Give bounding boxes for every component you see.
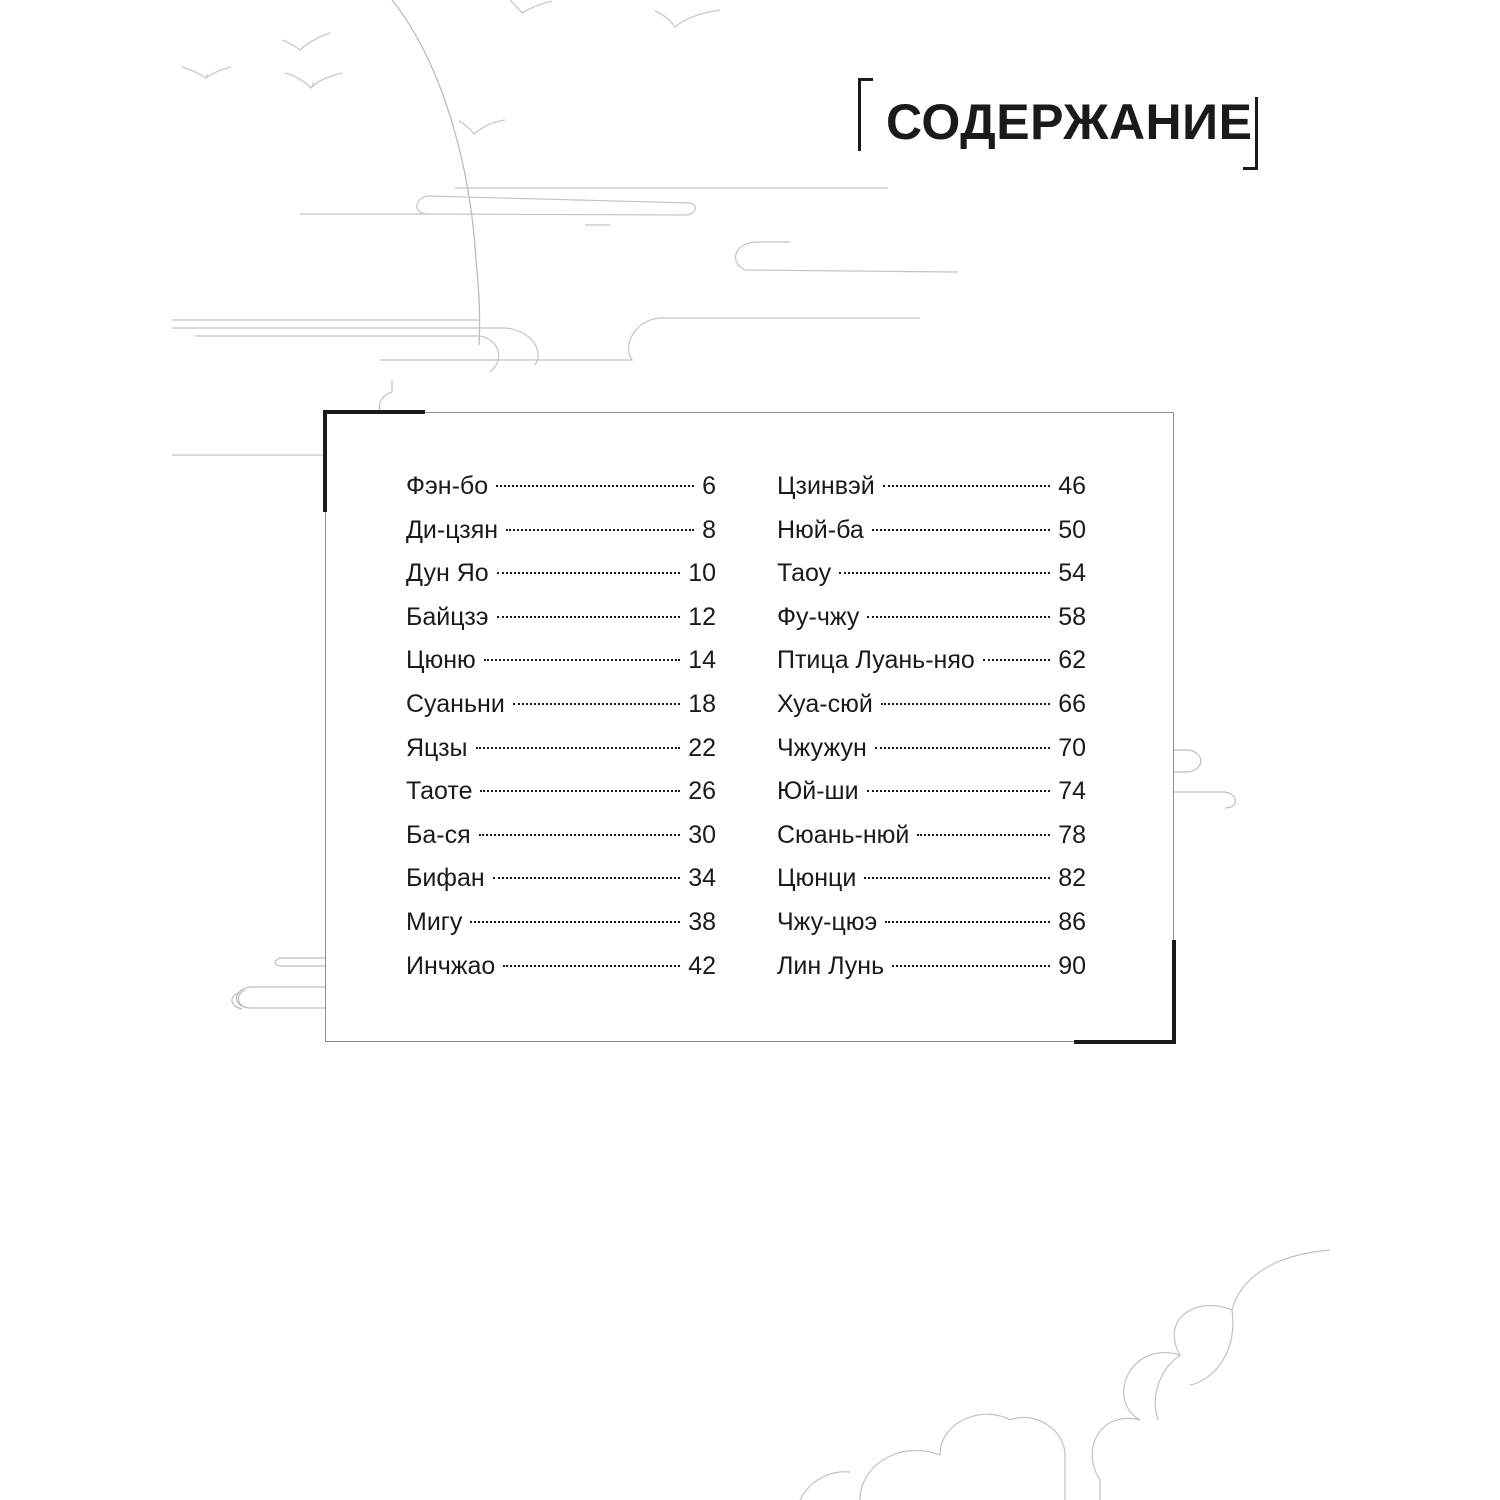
toc-entry[interactable] — [777, 858, 1086, 902]
toc-entry-name: Ба-ся — [406, 820, 471, 849]
toc-entry-page: 78 — [1058, 820, 1086, 849]
toc-entry-page: 70 — [1058, 733, 1086, 762]
toc-entry-page: 38 — [688, 907, 716, 936]
toc-leader — [875, 747, 1050, 749]
toc-entry-name: Байцзэ — [406, 602, 489, 631]
toc-entry-page: 74 — [1058, 777, 1086, 806]
toc-entry-page: 50 — [1058, 515, 1086, 544]
toc-entry[interactable] — [406, 946, 716, 990]
bottom-clouds-icon — [800, 1250, 1330, 1500]
toc-entry-name: Хуа-сюй — [777, 689, 873, 718]
toc-leader — [480, 790, 680, 792]
toc-entry[interactable] — [777, 771, 1086, 815]
toc-entry-page: 82 — [1058, 864, 1086, 893]
toc-entry[interactable] — [777, 902, 1086, 946]
toc-leader — [892, 965, 1050, 967]
toc-leader — [479, 834, 681, 836]
toc-leader — [484, 659, 680, 661]
toc-entry-name: Лин Лунь — [777, 951, 885, 980]
toc-leader — [506, 529, 694, 531]
toc-leader — [881, 703, 1050, 705]
toc-entry-page: 34 — [688, 864, 716, 893]
toc-entry-name: Цюнци — [777, 864, 857, 893]
toc-entry-page: 14 — [688, 646, 716, 675]
toc-entry-page: 18 — [688, 689, 716, 718]
toc-leader — [503, 965, 680, 967]
toc-entry[interactable] — [406, 728, 716, 772]
toc-entry-name: Юй-ши — [777, 777, 859, 806]
toc-entry-name: Яцзы — [406, 733, 468, 762]
toc-entry[interactable] — [777, 684, 1086, 728]
title-bracket-left — [858, 78, 873, 151]
toc-entry-name: Суаньни — [406, 689, 505, 718]
toc-entry-page: 12 — [688, 602, 716, 631]
toc-entry-page: 58 — [1058, 602, 1086, 631]
toc-entry-name: Сюань-нюй — [777, 820, 910, 849]
toc-entry-name: Чжу-цюэ — [777, 907, 878, 936]
toc-entry[interactable] — [406, 640, 716, 684]
toc-entry-page: 22 — [688, 733, 716, 762]
toc-entry-name: Мигу — [406, 907, 463, 936]
toc-entry[interactable] — [777, 728, 1086, 772]
toc-leader — [497, 616, 681, 618]
frame-corner-bottom-right-vertical — [1172, 940, 1176, 1044]
toc-entry-name: Фэн-бо — [406, 472, 489, 500]
toc-entry-name: Фу-чжу — [777, 602, 860, 631]
toc-entry-name: Цюню — [406, 646, 476, 675]
toc-leader — [883, 485, 1050, 487]
toc-entry-page: 46 — [1058, 472, 1086, 500]
title-block — [858, 78, 1258, 170]
toc-entry-name: Таоте — [406, 777, 473, 806]
toc-entry[interactable] — [777, 815, 1086, 859]
toc-leader — [496, 485, 694, 487]
toc-entry-page: 54 — [1058, 559, 1086, 588]
toc-entry-page: 66 — [1058, 689, 1086, 718]
toc-entry[interactable] — [406, 771, 716, 815]
toc-leader — [476, 747, 681, 749]
toc-entry-page: 42 — [688, 951, 716, 980]
toc-entry-page: 10 — [688, 559, 716, 588]
toc-entry-name: Цзинвэй — [777, 472, 875, 500]
toc-leader — [497, 572, 680, 574]
toc-entry[interactable] — [777, 510, 1086, 554]
toc-entry-page: 90 — [1058, 951, 1086, 980]
toc-leader — [839, 572, 1050, 574]
toc-entry[interactable] — [406, 466, 716, 510]
toc-entry[interactable] — [777, 466, 1086, 510]
toc-entry[interactable] — [406, 858, 716, 902]
toc-leader — [867, 790, 1051, 792]
toc-entry[interactable] — [406, 510, 716, 554]
toc-leader — [513, 703, 680, 705]
toc-entry-name: Птица Луань-няо — [777, 646, 975, 675]
frame-corner-top-left — [323, 410, 425, 414]
toc-entry[interactable] — [406, 553, 716, 597]
toc-entry-name: Бифан — [406, 864, 485, 893]
toc-entry-name: Ди-цзян — [406, 515, 499, 544]
toc-entry-page: 86 — [1058, 907, 1086, 936]
moon-arc — [392, 0, 480, 345]
toc-entry[interactable] — [406, 902, 716, 946]
toc-leader — [917, 834, 1050, 836]
toc-entry[interactable] — [406, 815, 716, 859]
toc-leader — [867, 616, 1050, 618]
toc-entry-page: 30 — [688, 820, 716, 849]
toc-entry-name: Дун Яо — [406, 559, 489, 588]
toc-column-left — [406, 466, 716, 989]
toc-entry[interactable] — [777, 946, 1086, 990]
frame-corner-top-left-vertical — [323, 410, 327, 512]
toc-entry-page: 6 — [702, 472, 716, 500]
birds-icon — [182, 0, 720, 134]
frame-corner-bottom-right — [1074, 1040, 1176, 1044]
toc-entry[interactable] — [406, 597, 716, 641]
toc-entry-page: 62 — [1058, 646, 1086, 675]
toc-entry-page: 8 — [702, 515, 716, 544]
toc-entry[interactable] — [777, 597, 1086, 641]
toc-leader — [885, 921, 1050, 923]
title-bracket-right — [1243, 97, 1258, 170]
toc-entry[interactable] — [406, 684, 716, 728]
toc-entry-name: Инчжао — [406, 951, 496, 980]
toc-leader — [983, 659, 1050, 661]
toc-column-right — [777, 466, 1086, 989]
page-title: СОДЕРЖАНИЕ — [886, 94, 1253, 150]
toc-leader — [864, 877, 1050, 879]
toc-entry-name: Нюй-ба — [777, 515, 864, 544]
toc-entry[interactable] — [777, 640, 1086, 684]
toc-entry[interactable] — [777, 553, 1086, 597]
toc-leader — [493, 877, 681, 879]
toc-leader — [872, 529, 1050, 531]
toc-leader — [470, 921, 680, 923]
toc-entry-name: Чжужун — [777, 733, 867, 762]
toc-entry-name: Таоу — [777, 559, 832, 588]
toc-entry-page: 26 — [688, 777, 716, 806]
